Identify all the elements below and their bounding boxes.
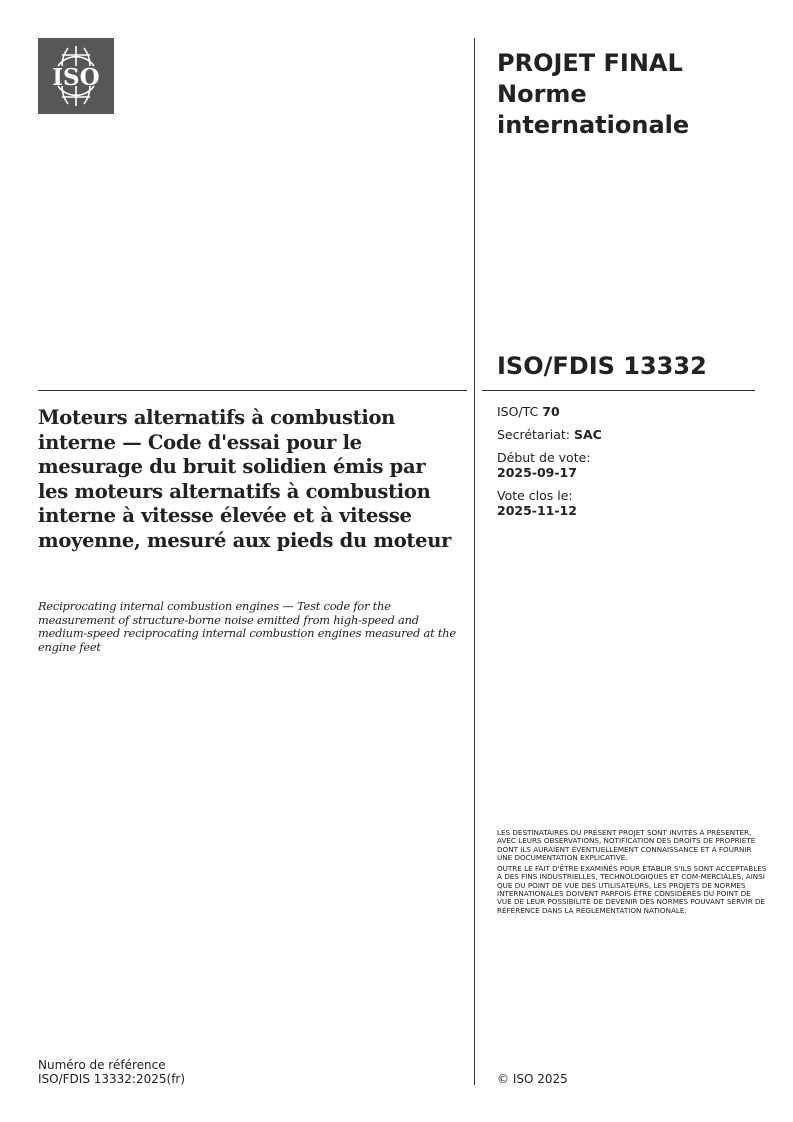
draft-notice [497,829,767,918]
vote-start-label: Début de vote: [497,450,591,465]
iso-logo [38,38,114,114]
reference-value: ISO/FDIS 13332:2025(fr) [38,1072,186,1086]
copyright: © ISO 2025 [497,1072,568,1086]
status-line: Norme [497,80,587,108]
committee-value: 70 [542,404,560,419]
vote-end [497,488,602,518]
notice-paragraph: OUTRE LE FAIT D'ÊTRE EXAMINÉS POUR ÉTABLIR S'ILS SONT ACCEPTABLES À DES FINS INDUSTRIELLES, TECHNOLOGIQUES ET COM-MERCIALES, AINSI QUE DU POINT DE VUE DES UTILISATEURS, LES PROJETS DE NORMES INTERNATIONALES DOIVENT PARFOIS ÊTRE CONSIDÉRÉS DU POINT DE VUE DE LEUR POSSIBILITÉ DE DEVENIR DES NORMES POUVANT SERVIR DE RÉFÉRENCE DANS LA RÉGLEMENTATION NATIONALE. [497,864,767,915]
vote-end-label: Vote clos le: [497,488,573,503]
vertical-divider [474,38,475,1085]
secretariat [497,427,602,442]
vote-end-value: 2025-11-12 [497,503,577,518]
status-line: internationale [497,111,690,139]
vote-start [497,450,602,480]
secretariat-value: SAC [573,427,602,442]
reference-number [38,1058,185,1086]
document-status [497,48,689,141]
horizontal-divider-right [482,390,755,391]
notice-paragraph: LES DESTINATAIRES DU PRÉSENT PROJET SONT INVITÉS À PRÉSENTER, AVEC LEURS OBSERVATIONS, NOTIFICATION DES DROITS DE PROPRIÉTÉ DONT ILS AURAIENT ÉVENTUELLEMENT CONNAISSANCE ET À FOURNIR UNE DOCUMENTATION EXPLICATIVE. [497,828,756,862]
title-french: Moteurs alternatifs à combustion interne — Code d'essai pour le mesurage du bruit solidien émis par les moteurs alternatifs à combustion interne à vitesse élevée et à vitesse moyenne, mesuré aux pieds du moteur [38,406,452,552]
secretariat-label: Secrétariat: [497,427,574,442]
title-english: Reciprocating internal combustion engines — Test code for the measurement of structure-borne noise emitted from high-speed and medium-speed reciprocating internal combustion engines measured at the engine feet [38,599,456,654]
vote-start-value: 2025-09-17 [497,465,577,480]
committee-label: ISO/TC [497,404,543,419]
document-number: ISO/FDIS 13332 [497,352,707,380]
reference-label: Numéro de référence [38,1058,166,1072]
document-meta [497,404,602,526]
svg-text:ISO: ISO [52,64,100,91]
horizontal-divider-left [38,390,467,391]
status-line: PROJET FINAL [497,49,683,77]
committee [497,404,602,419]
